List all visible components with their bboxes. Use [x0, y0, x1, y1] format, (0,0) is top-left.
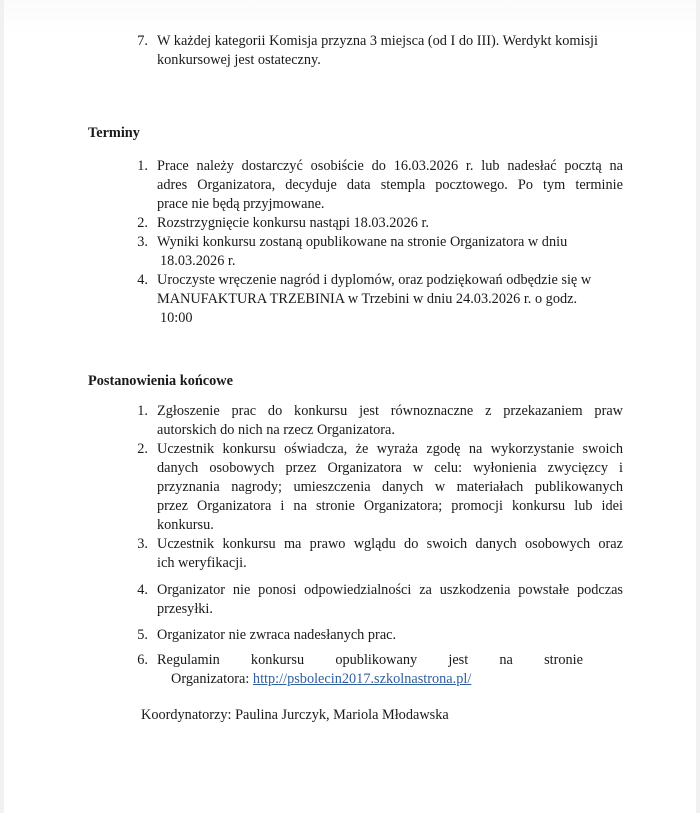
document-page: 7. W każdej kategorii Komisja przyzna 3 miejsca (od I do III). Werdykt komisji konkursowej jest ostateczny. Terminy 1. Prace należy dostarczyć osobiście do 16.03.2026 r. lub nadesłać pocztą na adres Organizatora, decyduje data stempla pocztowego. Po tym terminie prace nie będą przyjmowane. 2. Rozstrzygnięcie konkursu nastąpi 18.03.2026 r. 3. Wyniki konkursu zostaną opublikowane na stronie Organizatora w dniu 18.03.2026 r. 4. Uroczyste wręczenie nagród i dyplomów, oraz podziękowań odbędzie się w MANUFAKTURA TRZEBINIA w Trzebini w dniu 24.03.2026 r. o godz. 10:00 Postanowienia końcowe 1. Zgłoszenie prac do konkursu jest równoznaczne z przekazaniem praw autorskich do nich na rzecz Organizatora. 2. Uczestnik konkursu oświadcza, że wyraża zgodę na wykorzystanie swoich danych osobowych przez Organizatora w celu: wyłonienia zwycięzcy i przyznania nagrody; umieszczenia danych w materiałach publikowanych przez Organizatora i na stronie Organizatora; promocji konkursu lub idei konkursu. 3. Uczestnik konkursu ma prawo wglądu do swoich danych osobowych oraz ich weryfikacji. 4. Organizator nie ponosi odpowiedzialności za uszkodzenia powstałe podczas przesyłki. 5. Organizator nie zwraca nadesłanych prac. 6. Regulamin konkursu opublikowany jest na stronie Organizatora: http://psbolecin2017.szkolnastrona.pl/ Koordynatorzy: Paulina Jurczyk, Mariola Młodawska: [0, 0, 700, 813]
coordinators-line: Koordynatorzy: Paulina Jurczyk, Mariola Młodawska: [141, 707, 449, 723]
organizer-label: Organizatora:: [171, 671, 253, 687]
section-heading-postanowienia: Postanowienia końcowe: [88, 373, 233, 389]
item-number: 7.: [137, 33, 148, 49]
organizer-website-link[interactable]: http://psbolecin2017.szkolnastrona.pl/: [252, 671, 472, 687]
section-heading-terminy: Terminy: [88, 125, 140, 141]
item-text: W każdej kategorii Komisja przyzna 3 miejsca (od I do III). Werdykt komisji konkursowej jest ostateczny.: [157, 33, 598, 68]
